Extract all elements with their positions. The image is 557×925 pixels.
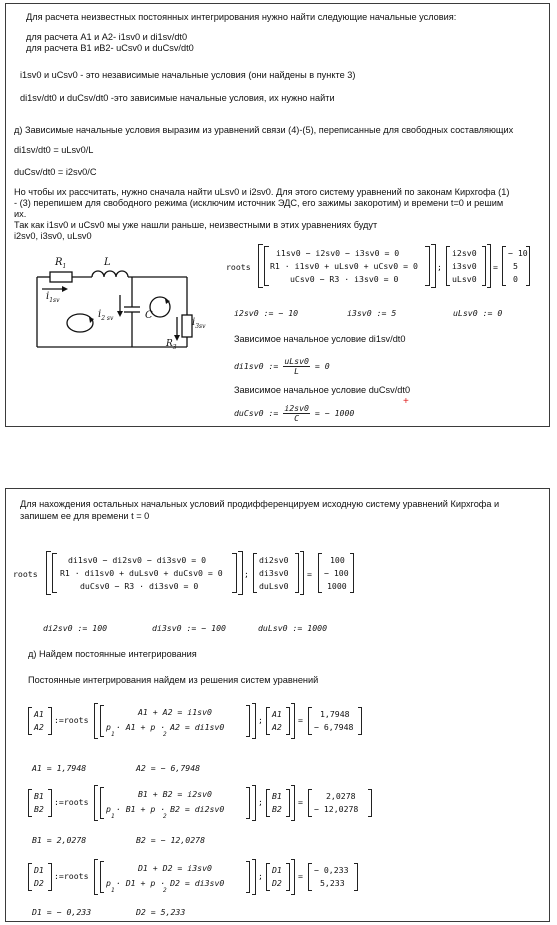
paragraph-line-1: Но чтобы их рассчитать, нужно сначала найти uLsv0 и i2sv0. Для этого систему уравнений по законам Кирхгофа (1) (14, 187, 510, 197)
system-d-bracket-outer-right (252, 859, 256, 895)
system-d (28, 863, 388, 899)
system-a-bracket-outer-right (252, 703, 256, 739)
relation-eq-2: duCsv/dt0 = i2sv0/C (14, 167, 97, 177)
roots2-vars-bracket-right (295, 553, 299, 593)
value-d1: D1 = − 0,233 (32, 907, 92, 917)
roots2-equals: = (307, 569, 312, 579)
kirchhoff-eq-2: R1 · i1sv0 + uLsv0 + uCsv0 = 0 (270, 261, 418, 271)
system-d-eq-1: D1 + D2 = i3sv0 (138, 863, 212, 873)
worksheet-page-2 (5, 488, 550, 922)
system-a-result-bracket-right (358, 707, 362, 735)
di1sv0-formula: di1sv0 := $\frac{\text{uLsv0}}{L}$ = 0 (234, 356, 330, 376)
i2-label: $i_{2 sv}$ (98, 309, 114, 322)
value-a2: A2 = − 6,7948 (136, 763, 201, 773)
system-b-result-1: 2,0278 (326, 791, 356, 801)
roots2-result-3: 1000 (327, 581, 347, 591)
dependent-label-2: Зависимое начальное условие duCsv/dt0 (234, 385, 411, 395)
system-d-result-2: 5,233 (320, 878, 345, 888)
system-a-result-2: − 6,7948 (314, 722, 354, 732)
system-d-p1-sub: 1 (111, 887, 115, 894)
system-b-equals: = (298, 797, 303, 807)
system-a-bracket-outer-left (94, 703, 98, 739)
inductor-label: L (104, 257, 111, 268)
system-b-result-bracket-right (368, 789, 372, 817)
system-b-bracket-outer-left (94, 785, 98, 821)
system-b-lhs-1: B1 (34, 791, 44, 801)
system-a-lhs-1: A1 (34, 709, 44, 719)
value-b2: B2 = − 12,0278 (136, 835, 206, 845)
paragraph-line-3: их. (14, 209, 27, 219)
result-2: 5 (513, 261, 518, 271)
system-a-eq-2: p · A1 + p · A2 = di1sv0 (106, 722, 225, 732)
roots2-vars-bracket-outer (300, 551, 304, 595)
value-a1: A1 = 1,7948 (32, 763, 87, 773)
system-b-bracket-inner-left (100, 787, 104, 819)
result-bracket-right (526, 246, 530, 286)
roots2-result-1: 100 (330, 555, 345, 565)
constants-intro: Постоянные интегрирования найдем из решения систем уравнений (28, 675, 319, 685)
system-b-roots: :=roots (54, 797, 89, 807)
system-b-p1-sub: 1 (111, 813, 115, 820)
system-b-eq-1: B1 + B2 = i2sv0 (138, 789, 212, 799)
system-d-semicolon: ; (258, 871, 263, 881)
var-i3sv0: i3sv0 (452, 261, 477, 271)
diff-eq-2: R1 · di1sv0 + duLsv0 + duCsv0 = 0 (60, 568, 223, 578)
intro2-line-1: Для нахождения остальных начальных условий продифференцируем исходную систему уравнений Кирхгофа и (20, 499, 500, 509)
system-d-vars-bracket-outer (291, 859, 295, 895)
system-a-lhs-bracket-left (28, 707, 32, 735)
system-d-bracket-inner-left (100, 861, 104, 893)
bracket-right-inner (425, 246, 430, 286)
value-d2: D2 = 5,233 (136, 907, 186, 917)
system-b-bracket-outer-right (252, 785, 256, 821)
system-a-roots: :=roots (54, 715, 89, 725)
i1-label: $i_{1sv}$ (46, 291, 60, 304)
system-a-lhs-2: A2 (34, 722, 44, 732)
roots2-semicolon: ; (244, 569, 249, 579)
system-a-semicolon: ; (258, 715, 263, 725)
roots2-vars-bracket-left (253, 553, 257, 593)
system-b-lhs-bracket-left (28, 789, 32, 817)
system-d-vars-bracket-left (266, 863, 270, 891)
value-b1: B1 = 2,0278 (32, 835, 87, 845)
system-b-eq-2: p · B1 + p · B2 = di2sv0 (106, 804, 225, 814)
system-a-eq-1: A1 + A2 = i1sv0 (138, 707, 212, 717)
system-b-vars-bracket-right (286, 789, 290, 817)
vars-bracket-left (446, 246, 450, 286)
roots2-result-2: − 100 (324, 568, 349, 578)
roots2-result-bracket-right (350, 553, 354, 593)
system-d-bracket-outer-left (94, 859, 98, 895)
i3-label: $i_{3sv}$ (192, 317, 206, 330)
assign-uLsv0: uLsv0 := 0 (453, 308, 503, 318)
system-d-p2-sub: 2 (163, 887, 167, 894)
roots2-bracket-left-inner (52, 553, 57, 593)
roots2-bracket-right-inner (232, 553, 237, 593)
roots2-result-bracket-left (318, 553, 322, 593)
condition-line-b: для расчета B1 иB2- uCsv0 и duCsv/dt0 (26, 43, 194, 53)
assign-di2sv0: di2sv0 := 100 (43, 623, 108, 633)
var-duLsv0: duLsv0 (259, 581, 289, 591)
system-b-result-bracket-left (308, 789, 312, 817)
system-a-var-1: A1 (272, 709, 282, 719)
system-a-var-2: A2 (272, 722, 282, 732)
system-d-roots: :=roots (54, 871, 89, 881)
system-b-p2-sub: 2 (163, 813, 167, 820)
system-b-vars-bracket-left (266, 789, 270, 817)
diff-eq-1: di1sv0 − di2sv0 − di3sv0 = 0 (68, 555, 207, 565)
circuit-diagram (32, 247, 206, 357)
system-b-lhs-2: B2 (34, 804, 44, 814)
system-d-lhs-1: D1 (34, 865, 44, 875)
bracket-right-outer (431, 244, 436, 288)
result-3: 0 (513, 274, 518, 284)
section-d-heading: д) Зависимые начальные условия выразим из уравнений связи (4)-(5), переписанные для свободных составляющих (14, 125, 514, 135)
system-a-vars-bracket-right (286, 707, 290, 735)
roots2-function: roots (13, 569, 38, 579)
kirchhoff-eq-1: i1sv0 − i2sv0 − i3sv0 = 0 (276, 248, 400, 258)
system-a-p2-sub: 2 (163, 731, 167, 738)
system-d-result-bracket-right (354, 863, 358, 891)
system-d-result-1: − 0,233 (314, 865, 349, 875)
dependent-conditions-text: di1sv/dt0 и duCsv/dt0 -это зависимые начальные условия, их нужно найти (20, 93, 335, 103)
duCsv0-formula: duCsv0 := $\frac{i2sv0}{C}$ = − 1000 (234, 403, 355, 423)
system-d-equals: = (298, 871, 303, 881)
var-di2sv0: di2sv0 (259, 555, 289, 565)
system-b-bracket-inner-right (246, 787, 250, 819)
bracket-left-inner (264, 246, 269, 286)
system-a-equals: = (298, 715, 303, 725)
roots-function: roots (226, 262, 251, 272)
system-d-result-bracket-left (308, 863, 312, 891)
roots2-bracket-right-outer (238, 551, 243, 595)
section-d2-heading: д) Найдем постоянные интегрирования (28, 649, 197, 659)
var-i2sv0: i2sv0 (452, 248, 477, 258)
assign-i2sv0: i2sv0 := − 10 (234, 308, 299, 318)
paragraph-line-2: - (3) перепишем для свободного режима (исключим источник ЭДС, его зажимы закоротим) и времени t=0 и решим (14, 198, 504, 208)
semicolon: ; (437, 262, 442, 272)
independent-conditions-text: i1sv0 и uCsv0 - это независимые начальные условия (они найдены в пункте 3) (20, 70, 356, 80)
intro-text: Для расчета неизвестных постоянных интегрирования нужно найти следующие начальные условия: (26, 12, 457, 22)
r1-label: $R_1$ (55, 257, 67, 270)
paragraph-line-4: Так как i1sv0 и uCsv0 мы уже нашли раньше, неизвестными в этих уравнениях будут (14, 220, 378, 230)
result-1: − 10 (508, 248, 528, 258)
system-b-vars-bracket-outer (291, 785, 295, 821)
assign-i3sv0: i3sv0 := 5 (347, 308, 397, 318)
system-d-lhs-bracket-left (28, 863, 32, 891)
roots2-bracket-left-outer (46, 551, 51, 595)
system-d-eq-2: p · D1 + p · D2 = di3sv0 (106, 878, 225, 888)
capacitor-label: C (145, 310, 153, 321)
system-b (28, 789, 388, 825)
system-a-p1-sub: 1 (111, 731, 115, 738)
system-b-lhs-bracket-right (48, 789, 52, 817)
system-d-lhs-bracket-right (48, 863, 52, 891)
system-d-lhs-2: D2 (34, 878, 44, 888)
assign-di3sv0: di3sv0 := − 100 (152, 623, 226, 633)
vars-bracket-right (482, 246, 486, 286)
system-b-var-1: B1 (272, 791, 282, 801)
equals-sign: = (493, 262, 498, 272)
system-d-var-1: D1 (272, 865, 282, 875)
intro2-line-2: запишем ее для времени t = 0 (20, 511, 150, 521)
r3-label: $R_3$ (166, 339, 177, 351)
relation-eq-1: di1sv/dt0 = uLsv0/L (14, 145, 94, 155)
paragraph-line-5: i2sv0, i3sv0, uLsv0 (14, 231, 92, 241)
system-a-bracket-inner-left (100, 705, 104, 737)
condition-line-a: для расчета A1 и A2- i1sv0 и di1sv/dt0 (26, 32, 188, 42)
system-a-bracket-inner-right (246, 705, 250, 737)
dependent-label-1: Зависимое начальное условие di1sv/dt0 (234, 334, 406, 344)
system-d-bracket-inner-right (246, 861, 250, 893)
bracket-left-outer (258, 244, 263, 288)
vars-bracket-outer (487, 244, 491, 288)
kirchhoff-eq-3: uCsv0 − R3 · i3sv0 = 0 (290, 274, 399, 284)
insert-cursor-plus: + (403, 396, 409, 407)
system-a-lhs-bracket-right (48, 707, 52, 735)
system-a-vars-bracket-outer (291, 703, 295, 739)
system-a-vars-bracket-left (266, 707, 270, 735)
worksheet-page-1 (5, 3, 550, 427)
var-di3sv0: di3sv0 (259, 568, 289, 578)
system-b-result-2: − 12,0278 (314, 804, 359, 814)
system-a (28, 707, 388, 743)
diff-eq-3: duCsv0 − R3 · di3sv0 = 0 (80, 581, 199, 591)
system-b-semicolon: ; (258, 797, 263, 807)
var-uLsv0: uLsv0 (452, 274, 477, 284)
system-d-vars-bracket-right (286, 863, 290, 891)
result-bracket-left (502, 246, 506, 286)
assign-duLsv0: duLsv0 := 1000 (258, 623, 328, 633)
system-a-result-1: 1,7948 (320, 709, 350, 719)
system-b-var-2: B2 (272, 804, 282, 814)
system-d-var-2: D2 (272, 878, 282, 888)
system-a-result-bracket-left (308, 707, 312, 735)
